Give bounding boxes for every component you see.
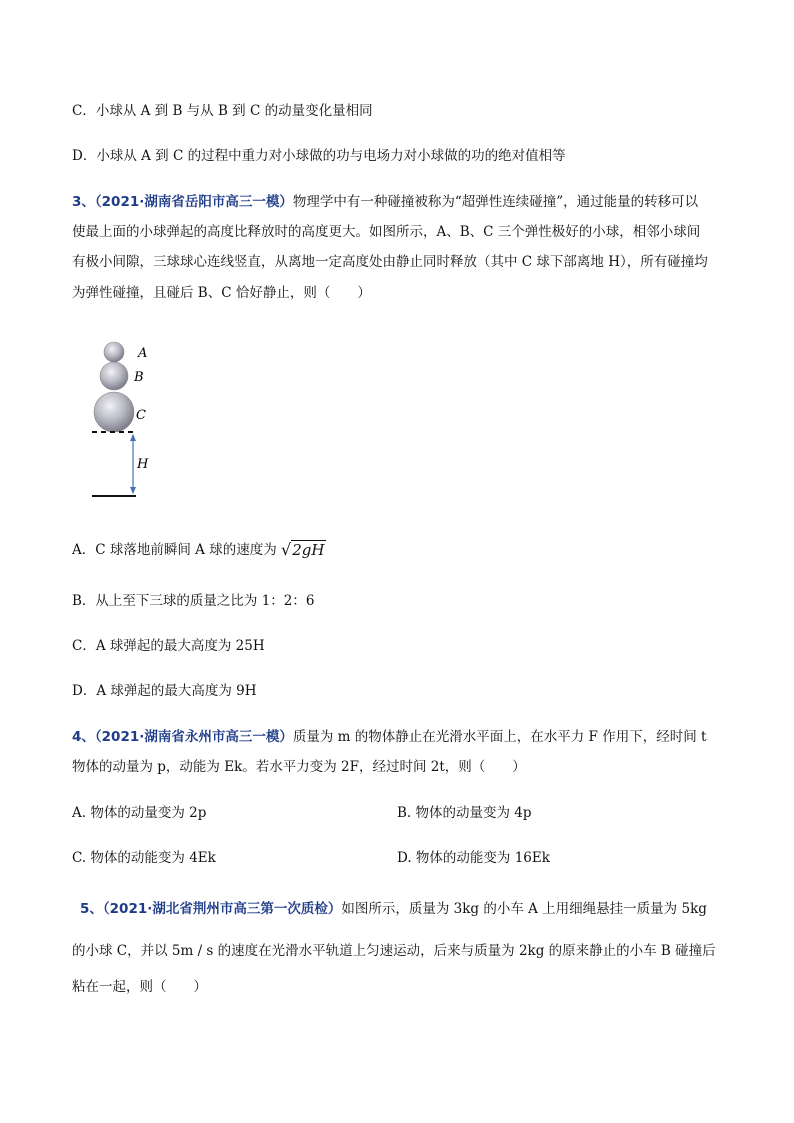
sqrt-expression: √2gH	[281, 540, 325, 559]
q3-text-1: 物理学中有一种碰撞被称为“超弹性连续碰撞”，通过能量的转移可以	[292, 194, 699, 210]
ball-a	[104, 342, 124, 362]
label-h: H	[137, 457, 149, 472]
q4-number: 4、	[72, 729, 95, 745]
arrow-head-down	[130, 487, 136, 494]
q5-number: 5、	[80, 901, 103, 917]
label-b: B	[134, 370, 144, 385]
q5-source: （2021·湖北省荆州市高三第一次质检）	[102, 901, 342, 917]
ball-b	[100, 362, 128, 390]
q4-option-b: B. 物体的动量变为 4p	[397, 805, 532, 821]
q5-stem-line-2: 的小球 C，并以 5m / s 的速度在光滑水平轨道上匀速运动，后来与质量为 2kg 的原来静止的小车 B 碰撞后	[72, 943, 716, 959]
q3-figure	[88, 335, 178, 505]
q3-stem-line-2: 使最上面的小球弹起的高度比释放时的高度更大。如图所示，A、B、C 三个弹性极好的小球，相邻小球间	[72, 224, 701, 240]
q4-option-a: A. 物体的动量变为 2p	[72, 805, 207, 821]
q3-stem-line-1	[72, 192, 698, 212]
q4-stem-line-2: 物体的动量为 p，动能为 Ek。若水平力变为 2F，经过时间 2t，则（ ）	[72, 759, 526, 775]
q3-stem-line-3: 有极小间隙，三球球心连线竖直，从离地一定高度处由静止同时释放（其中 C 球下部离地 H），所有碰撞均	[72, 254, 708, 270]
q5-stem-line-1	[80, 899, 707, 919]
arrow-head-up	[130, 434, 136, 441]
q3-option-a	[72, 540, 326, 561]
q3-option-c: C．A 球弹起的最大高度为 25H	[72, 638, 265, 654]
q4-option-d: D. 物体的动能变为 16Ek	[397, 850, 550, 866]
q2-option-d: D．小球从 A 到 C 的过程中重力对小球做的功与电场力对小球做的功的绝对值相等	[72, 148, 566, 164]
q3-option-b: B．从上至下三球的质量之比为 1：2：6	[72, 593, 315, 609]
ball-c	[94, 392, 134, 432]
q3-option-a-text: A．C 球落地前瞬间 A 球的速度为	[72, 542, 277, 558]
q5-text-1: 如图所示，质量为 3kg 的小车 A 上用细绳悬挂一质量为 5kg	[341, 901, 707, 917]
sqrt-argument: 2gH	[292, 541, 325, 559]
q4-source: （2021·湖南省永州市高三一模）	[94, 729, 293, 745]
q3-number: 3、	[72, 194, 95, 210]
q3-source: （2021·湖南省岳阳市高三一模）	[94, 194, 293, 210]
label-c: C	[136, 408, 146, 423]
q3-option-d: D．A 球弹起的最大高度为 9H	[72, 683, 257, 699]
q3-stem-line-4: 为弹性碰撞，且碰后 B、C 恰好静止，则（ ）	[72, 285, 371, 301]
q4-option-c: C. 物体的动能变为 4Ek	[72, 850, 216, 866]
q2-option-c: C．小球从 A 到 B 与从 B 到 C 的动量变化量相同	[72, 103, 373, 119]
q4-text-1: 质量为 m 的物体静止在光滑水平面上，在水平力 F 作用下，经时间 t	[292, 729, 707, 745]
label-a: A	[138, 346, 148, 361]
q4-stem-line-1	[72, 727, 706, 747]
q5-stem-line-3: 粘在一起，则（ ）	[72, 979, 207, 995]
